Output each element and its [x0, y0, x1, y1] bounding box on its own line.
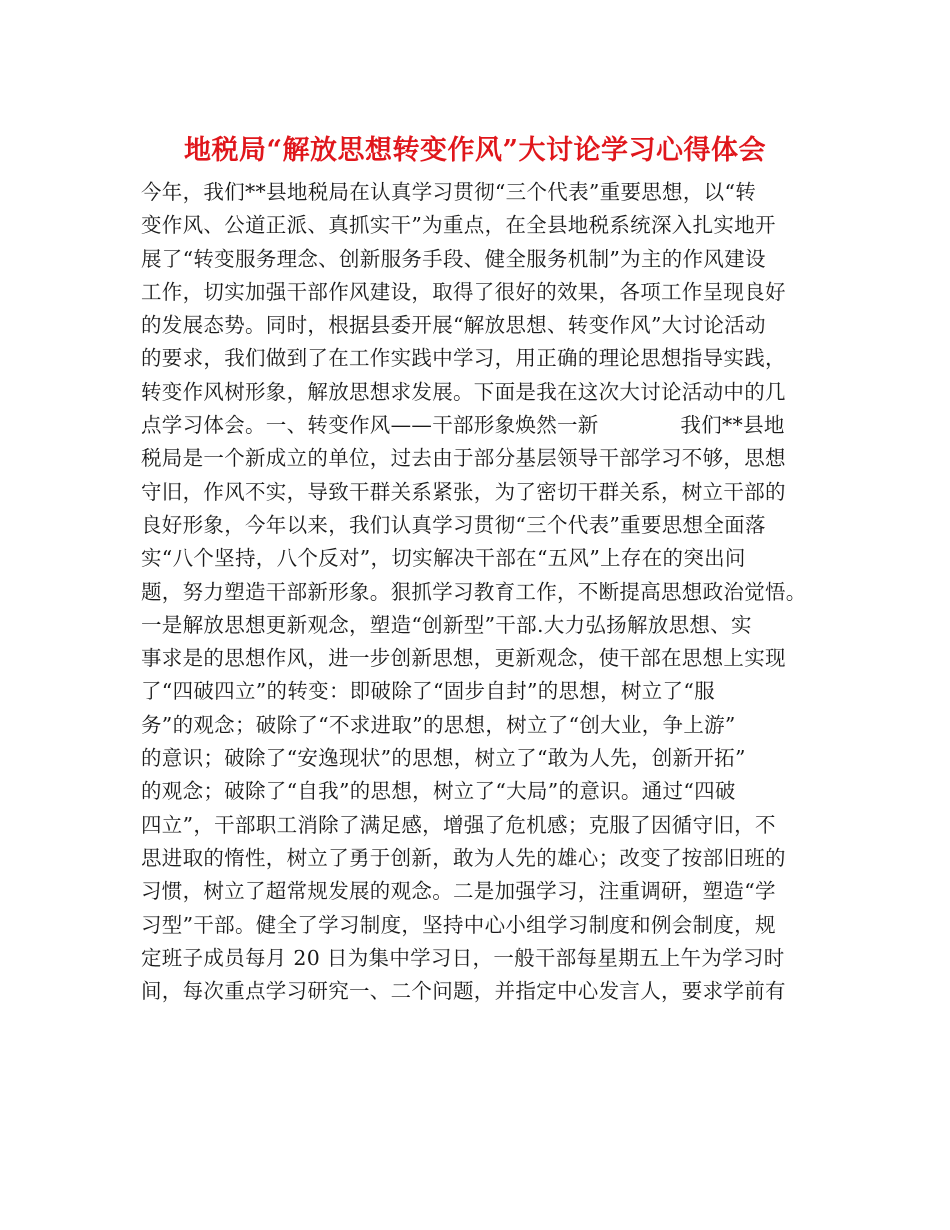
body-line: 务”的观念；破除了“不求进取”的思想，树立了“创大业，争上游” — [141, 712, 736, 737]
body-line: 四立”，干部职工消除了满足感，增强了危机感；克服了因循守旧，不 — [141, 812, 776, 837]
document-body — [141, 176, 831, 1008]
body-line: 良好形象，今年以来，我们认真学习贯彻“三个代表”重要思想全面落 — [141, 512, 766, 537]
body-line: 点学习体会。一、转变作风——干部形象焕然一新 我们**县地 — [141, 413, 785, 438]
body-line: 思进取的惰性，树立了勇于创新，敢为人先的雄心；改变了按部旧班的 — [141, 845, 786, 870]
body-line: 习惯，树立了超常规发展的观念。二是加强学习，注重调研，塑造“学 — [141, 879, 776, 904]
body-line: 事求是的思想作风，进一步创新思想，更新观念，使干部在思想上实现 — [141, 646, 786, 671]
body-line: 的要求，我们做到了在工作实践中学习，用正确的理论思想指导实践， — [141, 346, 786, 371]
body-line: 守旧，作风不实，导致干群关系紧张，为了密切干群关系，树立干部的 — [141, 479, 786, 504]
body-line: 今年，我们**县地税局在认真学习贯彻“三个代表”重要思想，以“转 — [141, 180, 757, 204]
body-line: 习型”干部。健全了学习制度，坚持中心小组学习制度和例会制度，规 — [141, 912, 776, 937]
body-line: 实“八个坚持，八个反对”，切实解决干部在“五风”上存在的突出问 — [141, 546, 746, 571]
body-line: 转变作风树形象，解放思想求发展。下面是我在这次大讨论活动中的几 — [141, 379, 786, 404]
body-line: 定班子成员每月 20 日为集中学习日，一般干部每星期五上午为学习时 — [141, 945, 785, 970]
body-line: 的发展态势。同时，根据县委开展“解放思想、转变作风”大讨论活动 — [141, 313, 766, 338]
body-line: 一是解放思想更新观念，塑造“创新型”干部.大力弘扬解放思想、实 — [141, 612, 752, 637]
body-line: 工作，切实加强干部作风建设，取得了很好的效果，各项工作呈现良好 — [141, 279, 786, 304]
body-line: 的观念；破除了“自我”的思想，树立了“大局”的意识。通过“四破 — [141, 779, 736, 804]
document-title: 地税局“解放思想转变作风”大讨论学习心得体会 — [183, 135, 767, 166]
body-line: 展了“转变服务理念、创新服务手段、健全服务机制”为主的作风建设 — [141, 246, 766, 271]
body-line: 的意识；破除了“安逸现状”的思想，树立了“敢为人先，创新开拓” — [141, 746, 746, 771]
body-line: 税局是一个新成立的单位，过去由于部分基层领导干部学习不够，思想 — [141, 446, 786, 471]
body-line: 题，努力塑造干部新形象。狠抓学习教育工作，不断提高思想政治觉悟。 — [141, 579, 807, 604]
body-line: 了“四破四立”的转变：即破除了“固步自封”的思想，树立了“服 — [141, 679, 715, 704]
body-line: 变作风、公道正派、真抓实干”为重点，在全县地税系统深入扎实地开 — [141, 213, 776, 238]
body-line: 间，每次重点学习研究一、二个问题，并指定中心发言人，要求学前有 — [141, 979, 786, 1004]
